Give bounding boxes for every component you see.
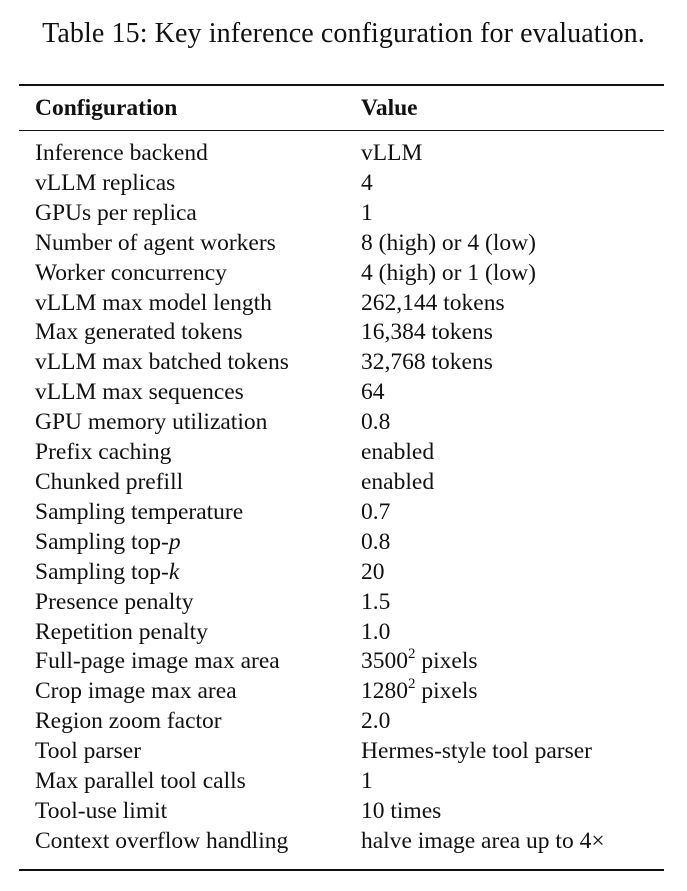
config-cell: vLLM max model length <box>35 289 272 316</box>
table-row <box>0 707 687 737</box>
table-row <box>0 827 687 857</box>
header-configuration: Configuration <box>35 95 178 121</box>
value-exponent: 2 <box>408 646 416 663</box>
config-cell: Region zoom factor <box>35 708 222 735</box>
value-cell: 0.8 <box>361 409 391 436</box>
value-cell: 4 <box>361 169 373 196</box>
value-cell: vLLM <box>361 140 423 166</box>
config-cell: Tool-use limit <box>35 797 168 824</box>
value-base: 3500 <box>361 648 408 675</box>
config-text: Sampling top- <box>35 558 169 585</box>
value-cell: 1 <box>361 768 373 795</box>
config-cell: vLLM replicas <box>35 169 176 196</box>
table-header <box>0 88 687 128</box>
table-row <box>0 767 687 797</box>
table-body <box>0 139 687 857</box>
config-cell: Max parallel tool calls <box>35 768 246 795</box>
table-row <box>0 618 687 648</box>
config-cell: Inference backend <box>35 140 208 166</box>
config-cell: GPUs per replica <box>35 199 197 226</box>
table-row <box>0 229 687 259</box>
config-math-symbol: k <box>168 558 180 585</box>
value-cell: 0.7 <box>361 498 391 525</box>
table-row <box>0 468 687 498</box>
value-cell: 1.5 <box>361 588 391 615</box>
value-cell: 16,384 tokens <box>361 319 493 346</box>
value-base: 1280 <box>361 678 408 705</box>
config-cell: Presence penalty <box>35 588 194 615</box>
value-cell <box>361 647 478 677</box>
config-math-symbol: p <box>168 528 181 555</box>
value-cell: 262,144 tokens <box>361 289 505 316</box>
table-row <box>0 408 687 438</box>
table-row <box>0 797 687 827</box>
table-row <box>0 289 687 319</box>
value-cell: 64 <box>361 379 385 406</box>
table-row <box>0 169 687 199</box>
value-exponent: 2 <box>408 676 416 693</box>
table-row <box>0 318 687 348</box>
bottom-rule <box>19 869 664 871</box>
header-rule <box>19 130 664 131</box>
table-caption: Table 15: Key inference configuration for evaluation. <box>42 18 645 49</box>
config-cell: vLLM max batched tokens <box>35 349 289 376</box>
config-cell: Full-page image max area <box>35 648 280 675</box>
config-cell: Prefix caching <box>35 439 172 466</box>
value-cell: 32,768 tokens <box>361 349 493 376</box>
config-cell <box>35 558 179 588</box>
table-row <box>0 528 687 558</box>
table-row <box>0 348 687 378</box>
top-rule <box>19 84 664 86</box>
config-cell: Crop image max area <box>35 678 237 705</box>
value-cell: 0.8 <box>361 528 391 555</box>
value-cell: 20 <box>361 558 385 585</box>
config-cell: Worker concurrency <box>35 259 227 286</box>
config-cell: Chunked prefill <box>35 468 184 495</box>
table-row <box>0 259 687 289</box>
table-row <box>0 677 687 707</box>
value-cell: 8 (high) or 4 (low) <box>361 229 536 256</box>
value-unit: pixels <box>415 678 478 705</box>
table-row <box>0 588 687 618</box>
table-row <box>0 139 687 169</box>
config-cell: Sampling temperature <box>35 498 244 525</box>
value-cell: 4 (high) or 1 (low) <box>361 259 536 286</box>
table-row <box>0 498 687 528</box>
value-cell: 1 <box>361 199 373 226</box>
value-cell: halve image area up to 4× <box>361 827 605 854</box>
value-unit: pixels <box>415 648 478 675</box>
config-cell: vLLM max sequences <box>35 379 244 406</box>
table-row <box>0 558 687 588</box>
table-row <box>0 647 687 677</box>
config-cell: Max generated tokens <box>35 319 243 346</box>
value-cell: Hermes-style tool parser <box>361 738 593 765</box>
value-cell: 10 times <box>361 797 442 824</box>
config-cell <box>35 528 181 558</box>
value-cell: 2.0 <box>361 708 391 735</box>
value-cell: enabled <box>361 468 435 495</box>
config-text: Sampling top- <box>35 528 169 555</box>
table-row <box>0 378 687 408</box>
config-cell: Repetition penalty <box>35 618 208 645</box>
value-cell <box>361 677 478 707</box>
config-cell: Tool parser <box>35 738 142 765</box>
table-row <box>0 737 687 767</box>
table-row <box>0 438 687 468</box>
value-cell: enabled <box>361 439 435 466</box>
value-cell: 1.0 <box>361 618 391 645</box>
table-row <box>0 199 687 229</box>
config-cell: Context overflow handling <box>35 827 289 854</box>
config-cell: GPU memory utilization <box>35 409 268 436</box>
config-cell: Number of agent workers <box>35 229 276 256</box>
header-value: Value <box>361 95 418 121</box>
